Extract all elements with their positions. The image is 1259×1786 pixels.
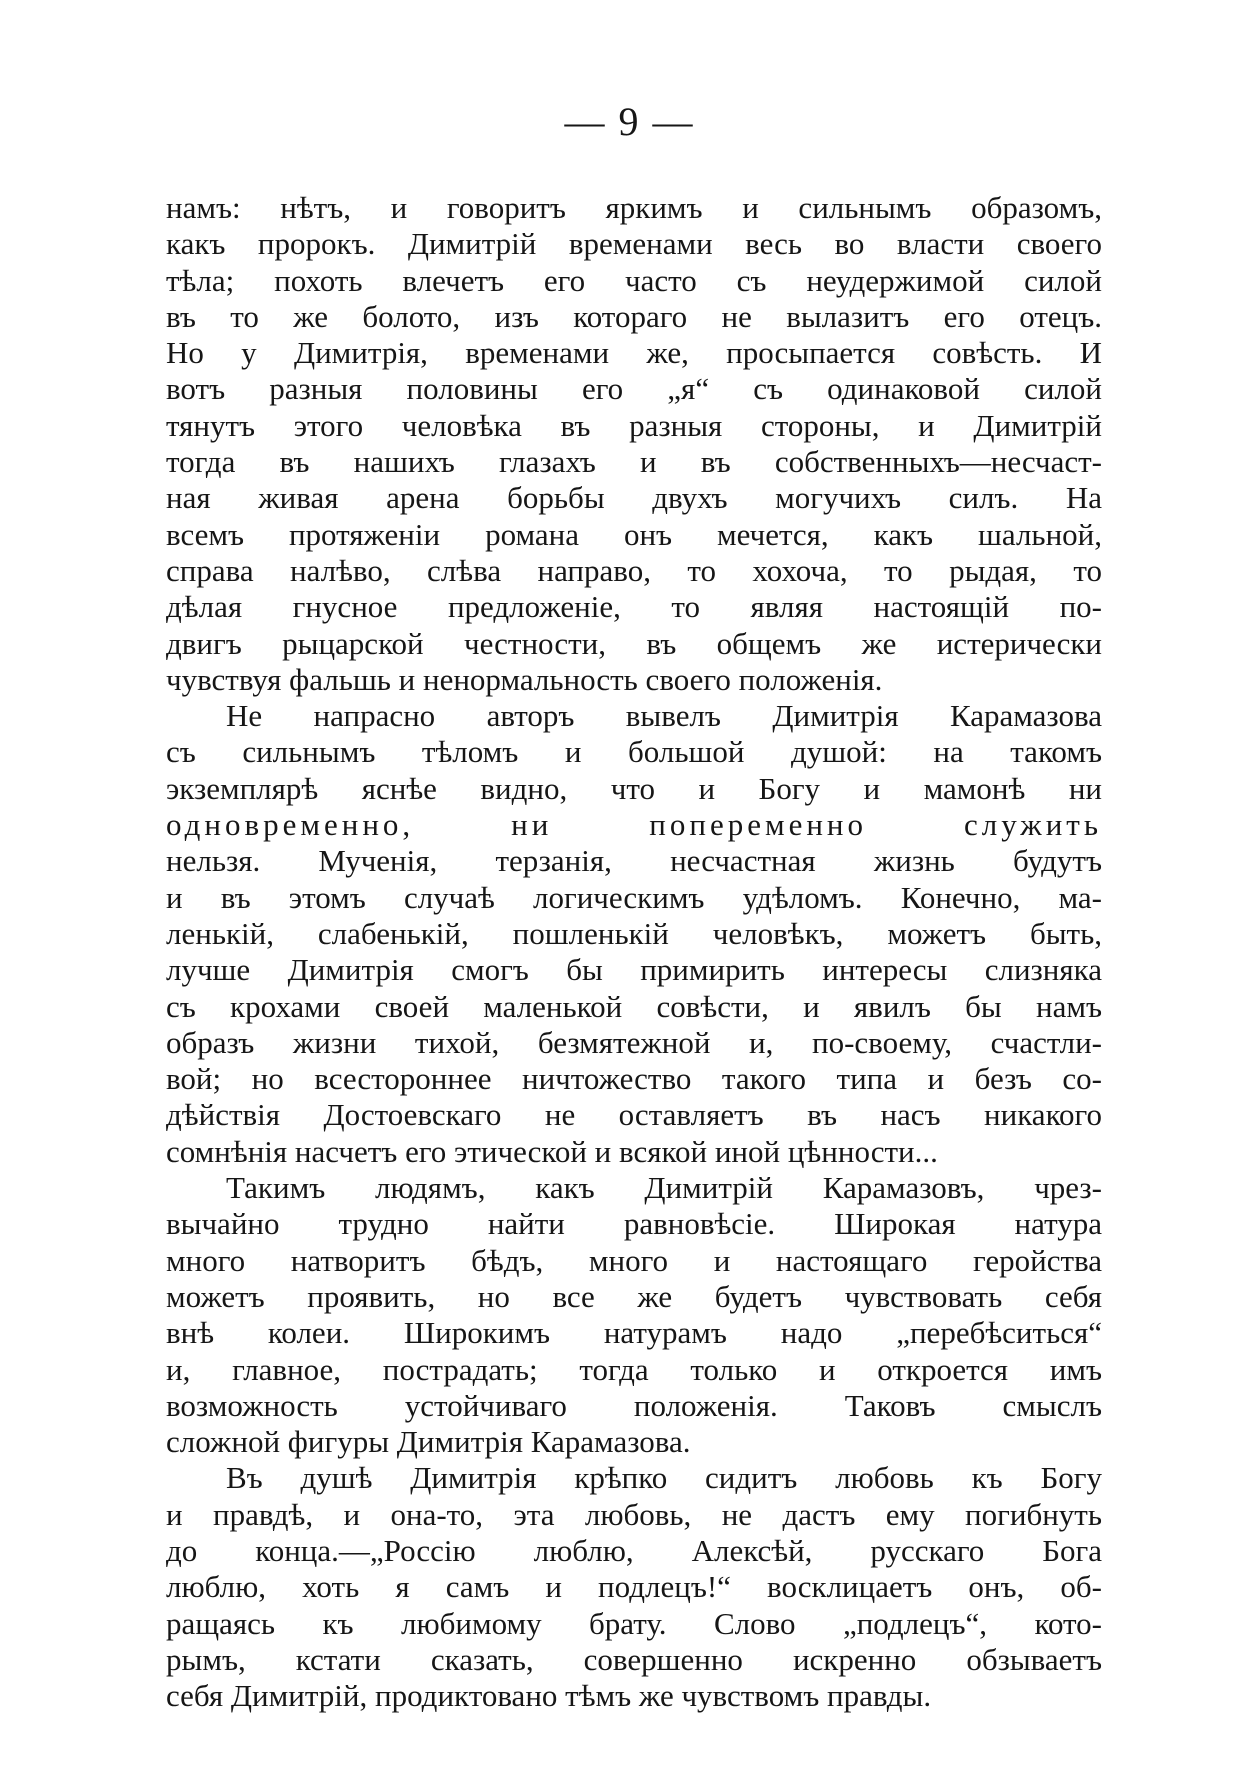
text-line: Не напрасно авторъ вывелъ Димитрія Карамазова bbox=[226, 698, 1102, 734]
text-line: себя Димитрій, продиктовано тѣмъ же чувствомъ правды. bbox=[166, 1678, 932, 1714]
body-text bbox=[166, 190, 1102, 1714]
text-line: можетъ проявить, но все же будетъ чувствовать себя bbox=[166, 1278, 1102, 1314]
text-line: одновременно, ни попеременно служить bbox=[166, 807, 1102, 843]
text-line: чувствуя фальшь и ненормальность своего положенія. bbox=[166, 661, 883, 697]
text-line: вычайно трудно найти равновѣсіе. Широкая натура bbox=[166, 1206, 1102, 1242]
page-number: — 9 — bbox=[564, 99, 695, 144]
text-line: дѣйствія Достоевскаго не оставляетъ въ насъ никакого bbox=[166, 1097, 1102, 1133]
text-line: тогда въ нашихъ глазахъ и въ собственныхъ—несчаст- bbox=[166, 444, 1102, 480]
text-line: какъ пророкъ. Димитрій временами весь во власти своего bbox=[166, 226, 1102, 262]
text-line: внѣ колеи. Широкимъ натурамъ надо „перебѣситься“ bbox=[166, 1315, 1102, 1351]
text-line: дѣлая гнусное предложеніе, то являя настоящій по- bbox=[166, 589, 1102, 625]
text-line: съ крохами своей маленькой совѣсти, и явилъ бы намъ bbox=[166, 988, 1102, 1024]
text-line: тѣла; похоть влечетъ его часто съ неудержимой силой bbox=[166, 262, 1102, 298]
text-line: ная живая арена борьбы двухъ могучихъ силъ. На bbox=[166, 480, 1102, 516]
text-line: лучше Димитрія смогъ бы примирить интересы слизняка bbox=[166, 952, 1102, 988]
text-line: сложной фигуры Димитрія Карамазова. bbox=[166, 1424, 691, 1460]
text-line: вой; но всестороннее ничтожество такого типа и безъ со- bbox=[166, 1061, 1102, 1097]
text-line: вотъ разныя половины его „я“ съ одинаковой силой bbox=[166, 371, 1102, 407]
text-line: Но у Димитрія, временами же, просыпается совѣсть. И bbox=[166, 335, 1102, 371]
text-line: ленькій, слабенькій, пошленькій человѣкъ, можетъ быть, bbox=[166, 915, 1102, 951]
text-line: и въ этомъ случаѣ логическимъ удѣломъ. Конечно, ма- bbox=[166, 879, 1102, 915]
text-line: до конца.—„Россію люблю, Алексѣй, русскаго Бога bbox=[166, 1532, 1102, 1568]
text-line: намъ: нѣтъ, и говоритъ яркимъ и сильнымъ образомъ, bbox=[166, 190, 1102, 225]
text-line: сомнѣнія насчетъ его этической и всякой иной цѣнности... bbox=[166, 1133, 938, 1169]
text-line: образъ жизни тихой, безмятежной и, по-своему, счастли- bbox=[166, 1024, 1102, 1060]
text-line: справа налѣво, слѣва направо, то хохоча, то рыдая, то bbox=[166, 552, 1102, 588]
text-line: много натворитъ бѣдъ, много и настоящаго геройства bbox=[166, 1242, 1102, 1278]
text-line: Въ душѣ Димитрія крѣпко сидитъ любовь къ Богу bbox=[226, 1460, 1102, 1496]
text-line: люблю, хоть я самъ и подлецъ!“ восклицаетъ онъ, об- bbox=[166, 1569, 1102, 1605]
text-line: тянутъ этого человѣка въ разныя стороны, и Димитрій bbox=[166, 407, 1102, 443]
text-line: рымъ, кстати сказать, совершенно искренно обзываетъ bbox=[166, 1641, 1102, 1677]
text-line: съ сильнымъ тѣломъ и большой душой: на такомъ bbox=[166, 734, 1102, 770]
text-line: и, главное, пострадать; тогда только и откроется имъ bbox=[166, 1351, 1102, 1387]
text-line: и правдѣ, и она-то, эта любовь, не дастъ ему погибнуть bbox=[166, 1496, 1102, 1532]
text-line: всемъ протяженіи романа онъ мечется, какъ шальной, bbox=[166, 516, 1102, 552]
text-line: ращаясь къ любимому брату. Слово „подлецъ“, кото- bbox=[166, 1605, 1102, 1641]
text-line: нельзя. Мученія, терзанія, несчастная жизнь будутъ bbox=[166, 843, 1102, 879]
text-line: возможность устойчиваго положенія. Таковъ смыслъ bbox=[166, 1387, 1102, 1423]
text-line: въ то же болото, изъ котораго не вылазитъ его отецъ. bbox=[166, 298, 1102, 334]
text-line: Такимъ людямъ, какъ Димитрій Карамазовъ, чрез- bbox=[226, 1170, 1102, 1206]
text-line: экземплярѣ яснѣе видно, что и Богу и мамонѣ ни bbox=[166, 770, 1102, 806]
text-line: двигъ рыцарской честности, въ общемъ же истерически bbox=[166, 625, 1102, 661]
